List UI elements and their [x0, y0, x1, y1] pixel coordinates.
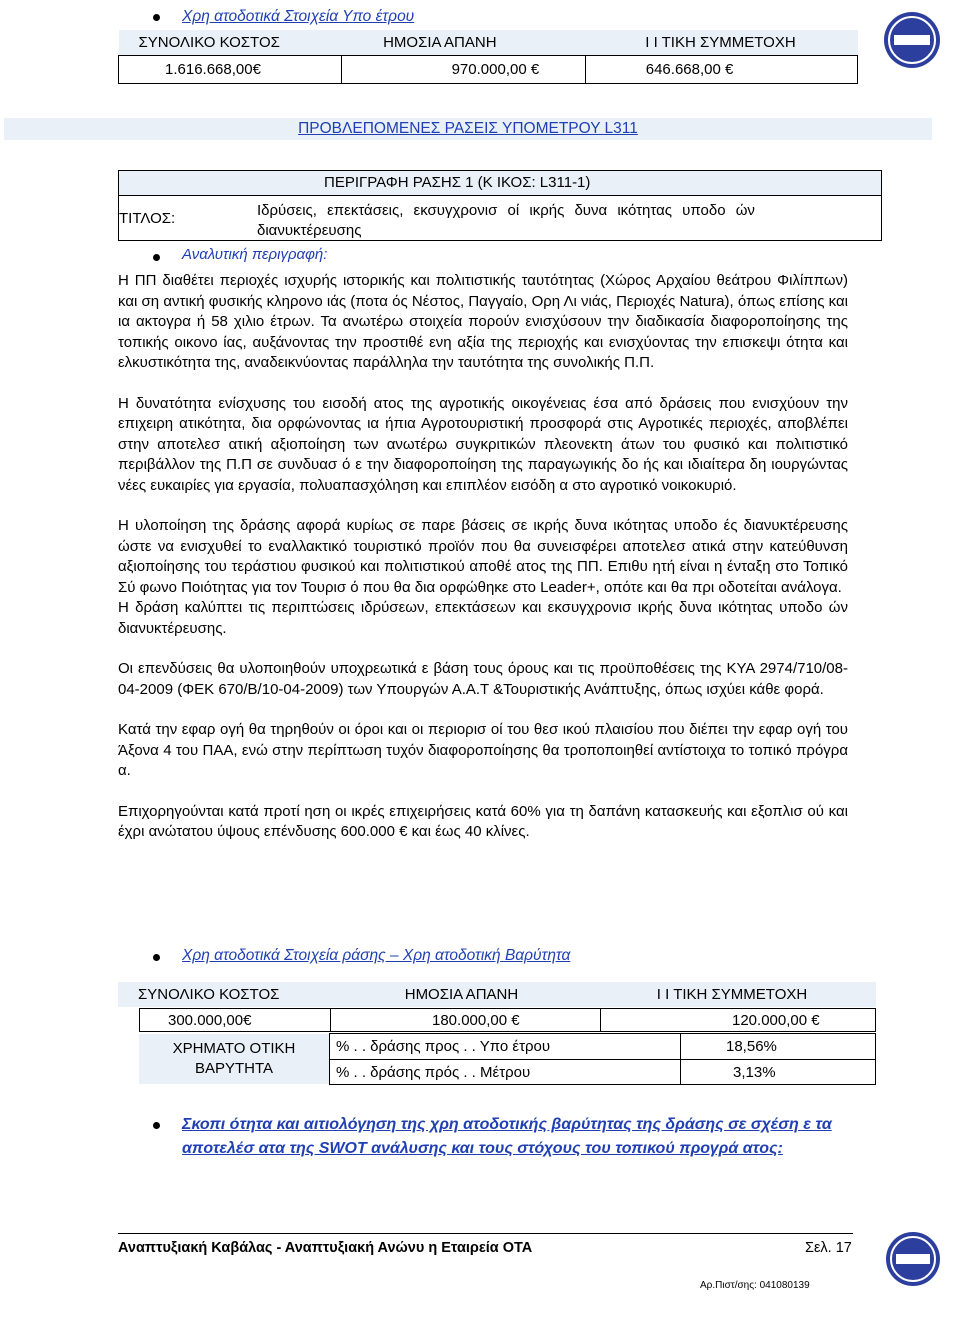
paragraph: Η δράση καλύπτει τις περιπτώσεις ιδρύσεων, επεκτάσεων και εκσυγχρονισ ικρής δυνα ικότητας υποδο ών διανυκτέρευσης. [118, 599, 848, 637]
weight-row-label: % . . δράσης πρός . . Μέτρου [336, 1064, 531, 1081]
header-total-cost: ΣΥΝΟΛΙΚΟ ΚΟΣΤΟΣ [138, 33, 280, 51]
divider [680, 1034, 681, 1059]
action-finance-table [118, 982, 876, 1007]
section-banner [4, 118, 932, 140]
title-line-2: διανυκτέρευσης [257, 222, 362, 239]
weight-row-value: 3,13% [733, 1064, 776, 1081]
bullet-icon [153, 954, 160, 961]
value-total-cost: 300.000,00€ [168, 1012, 252, 1029]
value-public-expense: 970.000,00 € [341, 55, 585, 83]
title-label: ΤΙΤΛΟΣ: [119, 210, 176, 227]
analytic-description-label: Αναλυτική περιγραφή: [182, 246, 328, 263]
header-private-share: Ι Ι ΤΙΚΗ ΣΥΜΜΕΤΟΧΗ [645, 33, 796, 51]
value-public-expense: 180.000,00 € [432, 1012, 520, 1029]
header-public-expense: ΗΜΟΣΙΑ ΑΠΑΝΗ [383, 33, 497, 51]
action-title-row [118, 196, 882, 241]
weight-row-label: % . . δράσης προς . . Υπο έτρου [336, 1038, 551, 1055]
footer-rule [118, 1233, 853, 1234]
weight-label-cell [139, 1034, 329, 1084]
paragraph: Η ΠΠ διαθέτει περιοχές ισχυρής ιστορικής και πολιτιστικής ταυτότητας (Χώρος Αρχαίου θεάτρου Φιλίππων) και ση αντική φυσικής κληρονο ιάς (ποτα ός Νέστος, Παγγαίο, Ορη Λι νιάς, Περιοχές Natura), όπως επίσης και ια ακτογρα ή 58 χιλιο έτρων. Τα ανωτέρω στοιχεία πορούν ενισχύσουν την διαδικασία διαφοροποίησης της τοπικής οικονο ίας, αυξάνοντας την προστιθέ ενη αξία της περιοχής και ενισχύοντας την επισκεψι ότητα και ελκυστικότητα της, αναδεικνύοντας παράλληλα την ταυτότητα της συνολικής Π.Π. [118, 272, 848, 371]
paragraph: Η δυνατότητα ενίσχυσης του εισοδή ατος της αγροτικής οικογένειας έσα από δράσεις που ενισχύουν την επιχειρη ατικότητα, δια ορφώνοντας ια ήπια Αγροτουριστική προσφορά στις Αγροτικές περιοχές, αποβλέπει στην αποτελεσ ατική αξιοποίηση των ανωτέρω συγκριτικών πλεονεκτη άτων του φυσικό και πολιτιστικό περιβάλλον της Π.Π σε συνδυασ ό ε την διαφοροποίηση της παραγωγικής δο ής και ιδιαίτερα δη ιουργώντας νέες ευκαιρίες για εργασία, πολυαπασχόληση και επιπλέον εισόδη α στο αγροτικό νοικοκυριό. [118, 394, 848, 494]
paragraph: Οι επενδύσεις θα υλοποιηθούν υποχρεωτικά ε βάση τους όρους και τις προϋποθέσεις της ΚΥΑ 2974/710/08-04-2009 (ΦΕΚ 670/Β/10-04-2009) των Υπουργών Α.Α.Τ &Τουριστικής Ανάπτυξης, όπως ισχύει κάθε φορά. [118, 660, 848, 698]
header-private-share: Ι Ι ΤΙΚΗ ΣΥΜΜΕΤΟΧΗ [656, 986, 808, 1003]
top-finance-heading: Χρη ατοδοτικά Στοιχεία Υπο έτρου [182, 8, 415, 25]
paragraph: Κατά την εφαρ ογή θα τηρηθούν οι όροι και οι περιορισ οί του θεσ ικού πλαισίου που διέπει την εφαρ ογή του Άξονα 4 του ΠΑΑ, ενώ στην περίπτωση τυχόν διαφοροποίησης θα τροποποιηθεί αντίστοιχα το τοπικό πρόγρα α. [118, 721, 848, 779]
paragraph: Επιχορηγούνται κατά προτί ηση οι ικρές επιχειρήσεις κατά 60% για τη δαπάνη κατασκευής και εξοπλισ ού και έχρι ανώτατου ύψους επένδυσης 600.000 € και έως 40 κλίνες. [118, 802, 848, 840]
divider [330, 1009, 331, 1031]
header-public-expense: ΗΜΟΣΙΑ ΑΠΑΝΗ [404, 986, 519, 1003]
bullet-icon [153, 254, 160, 261]
action-finance-heading: Χρη ατοδοτικά Στοιχεία ράσης – Χρη ατοδοτική Βαρύτητα [182, 947, 571, 964]
weight-row-2 [329, 1059, 876, 1085]
paragraph: Η υλοποίηση της δράσης αφορά κυρίως σε παρε βάσεις σε ικρής δυνα ικότητας υποδο ές διανυκτέρευσης ώστε να ενισχυθεί το εναλλακτικό τουριστικό προϊόν που θα συνεισφέρει αποτελεσ ατικά στην κατεύθυνση αξιοποίησης του τεράστιου φυσικού και πολιτιστικού αποθέ ατος της ΠΠ. Επιθυ ητή είναι η ένταξη στο Τοπικό Σύ φωνο Ποιότητας για τον Τουρισ ό που θα δια ορφώθηκε στο Leader+, οπότε και θα πρι οδοτείται ανάλογα. [118, 517, 848, 596]
action-description-title: ΠΕΡΙΓΡΑΦΗ ΡΑΣΗΣ 1 (Κ ΙΚΟΣ: L311-1) [324, 174, 591, 191]
goal-heading: Σκοπι ότητα και αιτιολόγηση της χρη ατοδοτικής βαρύτητας της δράσης σε σχέση ε τα αποτελέσ ατα της SWOT ανάλυσης και τους στόχους του τοπικού προγρά ατος: [182, 1116, 832, 1157]
divider [600, 1009, 601, 1031]
footer-cert: Αρ.Πιστ/σης: 041080139 [700, 1280, 810, 1291]
footer-page: Σελ. 17 [805, 1240, 852, 1256]
header-total-cost: ΣΥΝΟΛΙΚΟ ΚΟΣΤΟΣ [138, 986, 280, 1003]
certification-logo-icon [882, 1230, 944, 1288]
action-finance-values-row [139, 1008, 876, 1032]
action-description-header [118, 170, 882, 196]
value-private-share: 646.668,00 € [645, 60, 734, 78]
value-private-share: 120.000,00 € [732, 1012, 820, 1029]
weight-row-1 [329, 1033, 876, 1059]
divider [680, 1060, 681, 1084]
weight-row-value: 18,56% [726, 1038, 777, 1055]
certification-logo-icon [880, 10, 944, 70]
footer-org: Αναπτυξιακή Καβάλας - Αναπτυξιακή Ανώνυ η Εταιρεία ΟΤΑ [118, 1240, 533, 1256]
top-finance-table [118, 30, 858, 84]
section-banner-text: ΠΡΟΒΛΕΠΟΜΕΝΕΣ ΡΑΣΕΙΣ ΥΠΟΜΕΤΡΟΥ L311 [298, 120, 638, 137]
weight-label: ΧΡΗΜΑΤΟ ΟΤΙΚΗ ΒΑΡΥΤΗΤΑ [172, 1040, 296, 1077]
bullet-icon [153, 14, 160, 21]
title-line-1: Ιδρύσεις, επεκτάσεις, εκσυγχρονισ οί ικρής δυνα ικότητας υποδο ών [257, 202, 755, 219]
value-total-cost: 1.616.668,00€ [119, 55, 342, 83]
bullet-icon [153, 1122, 160, 1129]
body-text [118, 271, 848, 863]
